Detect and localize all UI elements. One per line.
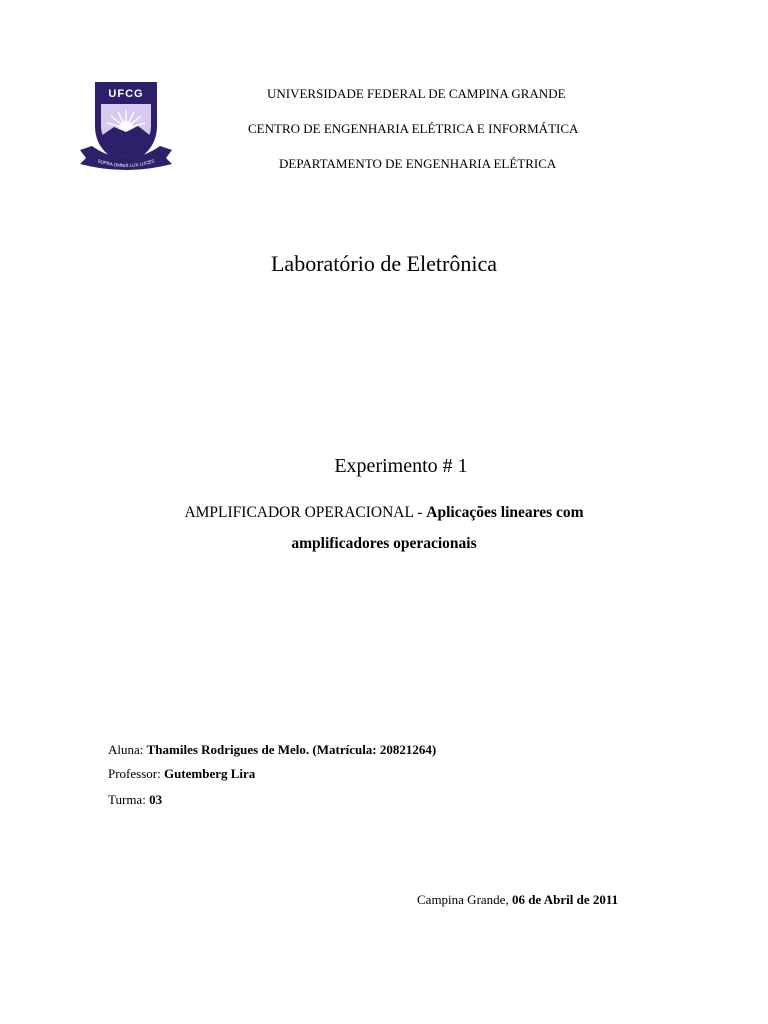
- center-name: CENTRO DE ENGENHARIA ELÉTRICA E INFORMÁTICA: [248, 121, 579, 136]
- professor-value: Gutemberg Lira: [163, 766, 256, 781]
- professor-line: [108, 766, 255, 782]
- student-line: [108, 742, 436, 758]
- ufcg-logo: [78, 80, 174, 172]
- experiment-title: Experimento # 1: [334, 455, 468, 477]
- logo-motto: SUPRA OMNIS LUX LUCES: [96, 158, 156, 169]
- professor-label: Professor:: [108, 766, 164, 781]
- university-name: UNIVERSIDADE FEDERAL DE CAMPINA GRANDE: [267, 86, 566, 101]
- class-value: 03: [149, 792, 163, 807]
- class-label: Turma:: [108, 792, 150, 807]
- student-value: Thamiles Rodrigues de Melo. (Matrícula: 20821264): [146, 742, 437, 757]
- footer-date: 06 de Abril de 2011: [511, 892, 619, 907]
- experiment-subject-line-1: [0, 504, 768, 522]
- subject-separator: -: [413, 504, 427, 521]
- subject-rest-1: Aplicações lineares com: [426, 504, 584, 521]
- footer-place: Campina Grande,: [417, 892, 512, 907]
- department-name: DEPARTAMENTO DE ENGENHARIA ELÉTRICA: [279, 156, 557, 171]
- experiment-subject-line-2: amplificadores operacionais: [291, 535, 477, 552]
- logo-text: UFCG: [108, 88, 144, 100]
- place-date: [417, 892, 618, 908]
- student-label: Aluna:: [108, 742, 147, 757]
- subject-main: AMPLIFICADOR OPERACIONAL: [184, 504, 414, 521]
- class-line: [108, 792, 162, 808]
- lab-title: Laboratório de Eletrônica: [270, 251, 497, 276]
